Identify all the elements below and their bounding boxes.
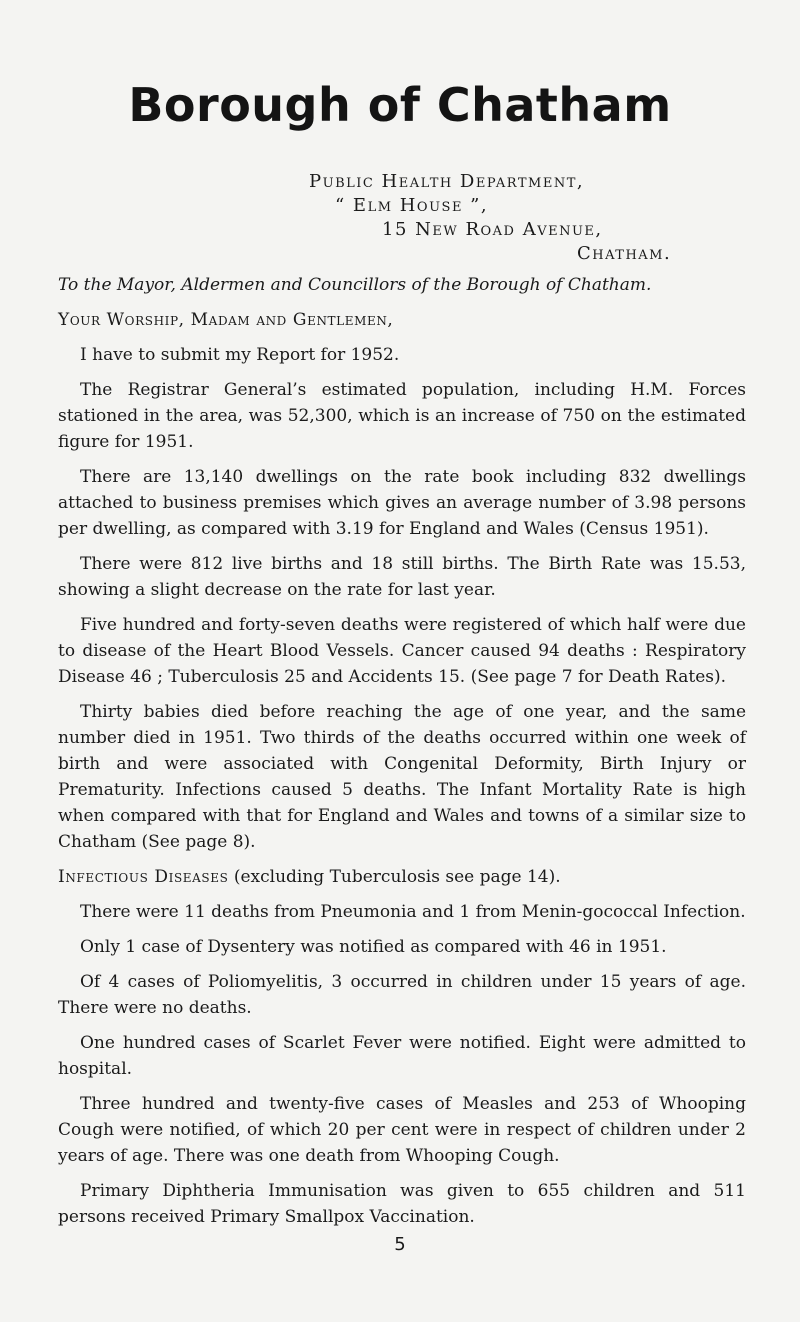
address-line: “ Elm House ”, xyxy=(335,195,489,216)
address-line: Public Health Department, xyxy=(309,171,585,192)
section-heading-label: Infectious Diseases xyxy=(58,867,229,887)
paragraph: There were 11 deaths from Pneumonia and 1 from Menin-gococcal Infection. xyxy=(80,902,746,922)
section-heading-note: (excluding Tuberculosis see page 14). xyxy=(233,867,561,887)
addressee: To the Mayor, Aldermen and Councillors of the Borough of Chatham. xyxy=(58,275,652,295)
report-body xyxy=(58,272,746,1239)
section-heading xyxy=(58,864,746,890)
paragraph: There are 13,140 dwellings on the rate book including 832 dwellings attached to business premises which gives an average number of 3.98 persons per dwelling, as compared with 3.19 for England and Wales (Census 1951). xyxy=(58,467,746,539)
address-line: Chatham. xyxy=(577,243,672,264)
page-title: Borough of Chatham xyxy=(128,78,672,132)
paragraph: Thirty babies died before reaching the age of one year, and the same number died in 1951. Two thirds of the deaths occurred within one week of birth and were associated with Congenital Deformity, Birth Injury or Prematurity. Infections caused 5 deaths. The Infant Mortality Rate is high when compared with that for England and Wales and towns of a similar size to Chatham (See page 8). xyxy=(58,702,746,852)
salutation: Your Worship, Madam and Gentlemen, xyxy=(58,310,394,330)
paragraph: One hundred cases of Scarlet Fever were notified. Eight were admitted to hospital. xyxy=(58,1033,746,1079)
paragraph: Only 1 case of Dysentery was notified as compared with 46 in 1951. xyxy=(80,937,667,957)
paragraph: Five hundred and forty-seven deaths were registered of which half were due to disease of the Heart Blood Vessels. Cancer caused 94 deaths : Respiratory Disease 46 ; Tuberculosis 25 and Accidents 15. (See page 7 for Death Rates). xyxy=(58,615,746,687)
paragraph: I have to submit my Report for 1952. xyxy=(80,345,400,365)
address-line: 15 New Road Avenue, xyxy=(382,219,603,240)
paragraph: Three hundred and twenty-five cases of Measles and 253 of Whooping Cough were notified, of which 20 per cent were in respect of children under 2 years of age. There was one death from Whooping Cough. xyxy=(58,1094,746,1166)
paragraph: Primary Diphtheria Immunisation was given to 655 children and 511 persons received Primary Smallpox Vaccination. xyxy=(58,1181,746,1227)
page-number: 5 xyxy=(394,1234,406,1255)
paragraph: Of 4 cases of Poliomyelitis, 3 occurred in children under 15 years of age. There were no deaths. xyxy=(58,972,746,1018)
paragraph: There were 812 live births and 18 still births. The Birth Rate was 15.53, showing a slight decrease on the rate for last year. xyxy=(58,554,746,600)
paragraph: The Registrar General’s estimated population, including H.M. Forces stationed in the area, was 52,300, which is an increase of 750 on the estimated figure for 1951. xyxy=(58,380,746,452)
